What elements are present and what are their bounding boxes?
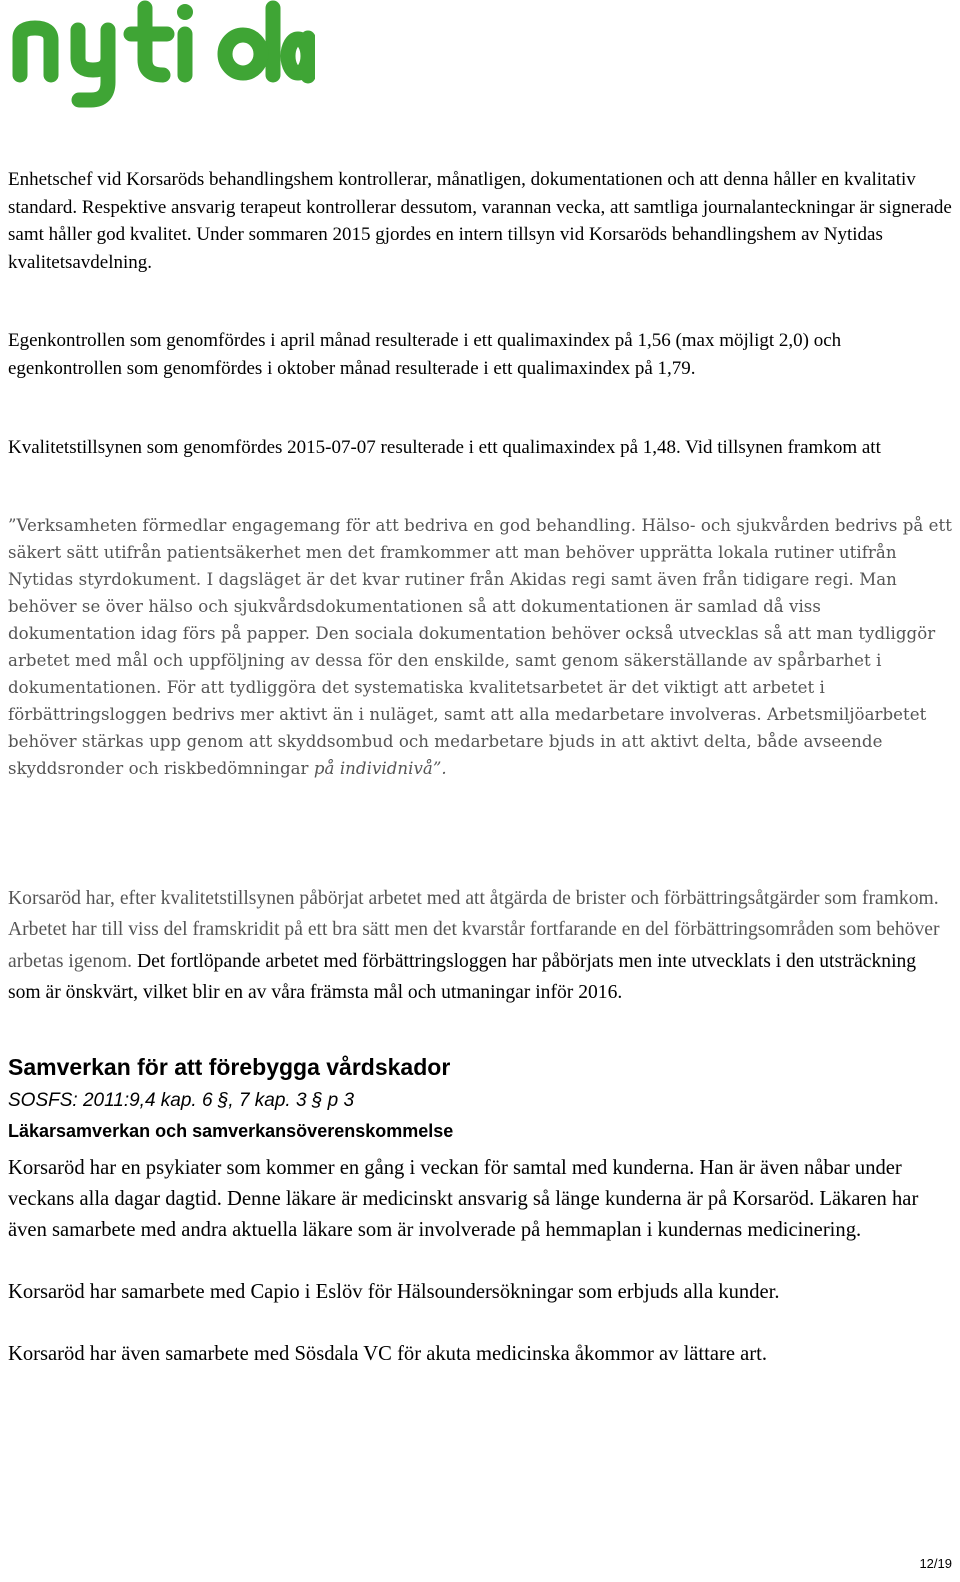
paragraph-improvement-work xyxy=(8,883,953,1008)
sosfs-reference: SOSFS: 2011:9,4 kap. 6 §, 7 kap. 3 § p 3 xyxy=(8,1090,355,1111)
page-number: 12/19 xyxy=(919,1556,952,1571)
paragraph-sosdala: Korsaröd har även samarbete med Sösdala VC för akuta medicinska åkommor av lättare art. xyxy=(8,1343,768,1365)
nytida-logo xyxy=(5,0,315,112)
quote-text: ”Verksamheten förmedlar engagemang för att bedriva en god behandling. Hälso- och sjukvården bedrivs på ett säkert sätt utifrån patientsäkerhet men det framkommer att man behöver upprätta lokala rutiner utifrån Nytidas styrdokument. I dagsläget är det kvar rutiner från Akidas regi samt även från tidigare regi. Man behöver se över hälso och sjukvårdsdokumentationen så att dokumentationen är samlad då viss dokumentation idag förs på papper. Den sociala dokumentation behöver också utvecklas så att man tydliggör arbetet med mål och uppföljning av dessa för den enskilde, samt genom säkerställande av spårbarhet i dokumentationen. För att tydliggöra det systematiska kvalitetsarbetet är det viktigt att arbetet i förbättringsloggen bedrivs mer aktivt än i nuläget, samt att alla medarbetare involveras. Arbetsmiljöarbetet behöver stärkas upp genom att skyddsombud och medarbetare bjuds in att aktivt delta, både avseende skyddsronder och riskbedömningar xyxy=(8,516,952,778)
paragraph-quality-inspection: Kvalitetstillsynen som genomfördes 2015-07-07 resulterade i ett qualimaxindex på 1,48. Vid tillsynen framkom att xyxy=(8,437,881,458)
paragraph-documentation-control: Enhetschef vid Korsaröds behandlingshem kontrollerar, månatligen, dokumentationen och att denna håller en kvalitativ standard. Respektive ansvarig terapeut kontrollerar dessutom, varannan vecka, att samtliga journalanteckningar är signerade samt håller god kvalitet. Under sommaren 2015 gjordes en intern tillsyn vid Korsaröds behandlingshem av Nytidas kvalitetsavdelning. xyxy=(8,169,952,273)
subsection-heading: Läkarsamverkan och samverkansöverenskommelse xyxy=(8,1121,454,1141)
section-heading: Samverkan för att förebygga vårdskador xyxy=(8,1054,451,1080)
quote-italic-end: på individnivå”. xyxy=(313,759,447,778)
inspection-quote xyxy=(8,512,953,782)
paragraph-psychiatrist: Korsaröd har en psykiater som kommer en gång i veckan för samtal med kunderna. Han är även nåbar under veckans alla dagar dagtid. Denne läkare är medicinskt ansvarig så länge kunderna är på Korsaröd. Läkaren har även samarbete med andra aktuella läkare som är involverade på hemmaplan i kundernas medicinering. xyxy=(8,1157,919,1241)
paragraph-capio: Korsaröd har samarbete med Capio i Eslöv för Hälsoundersökningar som erbjuds alla kunder. xyxy=(8,1281,780,1303)
improvement-text-black: Det fortlöpande arbetet med förbättringsloggen har påbörjats men inte utvecklats i den utsträckning som är önskvärt, vilket blir en av våra främsta mål och utmaningar inför 2016. xyxy=(8,950,917,1003)
paragraph-self-control-results: Egenkontrollen som genomfördes i april månad resulterade i ett qualimaxindex på 1,56 (max möjligt 2,0) och egenkontrollen som genomfördes i oktober månad resulterade i ett qualimaxindex på 1,79. xyxy=(8,330,842,379)
nytida-logo-icon xyxy=(5,0,315,112)
improvement-text-gray: Korsaröd har, efter kvalitetstillsynen påbörjat arbetet med att åtgärda de brister och förbättringsåtgärder som framkom. Arbetet har till viss del framskridit på ett bra sätt men det kvarstår fortfarande en del förbättringsområden som behöver arbetas igenom. xyxy=(8,888,940,972)
